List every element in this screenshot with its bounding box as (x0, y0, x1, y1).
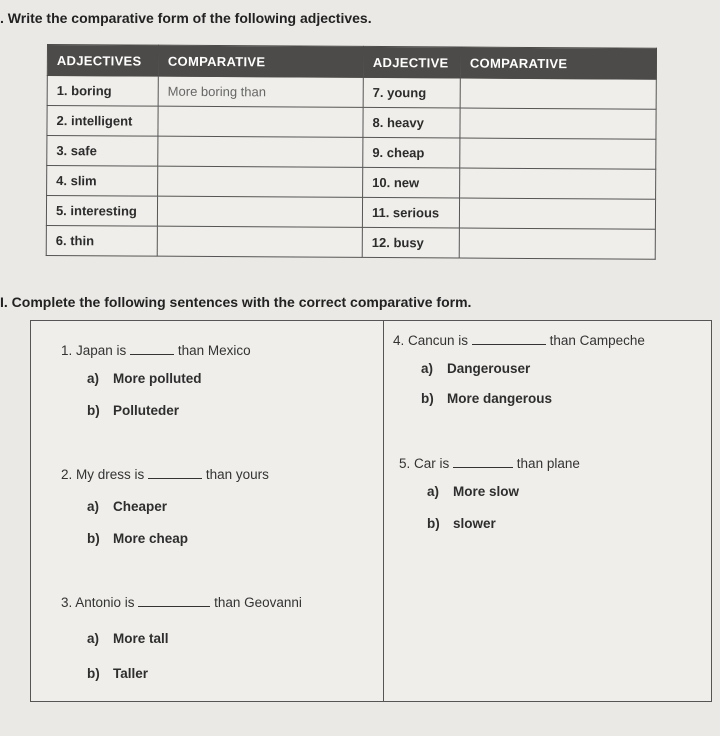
header-adjective: ADJECTIVE (363, 46, 460, 78)
option-letter: b) (87, 531, 100, 546)
table-row (47, 106, 656, 140)
question-5 (399, 455, 580, 471)
answer-blank[interactable] (130, 342, 174, 355)
adjective-cell: 1. boring (47, 76, 158, 107)
answer-blank[interactable] (148, 466, 202, 479)
comparative-answer-cell[interactable] (460, 168, 656, 199)
adjective-cell: 7. young (363, 77, 460, 108)
exercise-2-title: I. Complete the following sentences with the correct comparative form. (0, 294, 472, 310)
table-header-row (47, 45, 656, 80)
comparative-answer-cell[interactable] (459, 228, 655, 259)
question-5-option-b[interactable] (427, 516, 496, 531)
comparative-answer-cell[interactable] (460, 138, 656, 169)
comparative-answer-cell[interactable] (157, 226, 362, 257)
option-letter: b) (421, 391, 434, 406)
question-5-start: 5. Car is (399, 456, 450, 471)
option-letter: b) (87, 666, 100, 681)
option-text: More cheap (113, 531, 189, 546)
question-2-start: 2. My dress is (61, 467, 145, 482)
option-letter: b) (87, 403, 100, 418)
option-letter: a) (421, 361, 434, 376)
option-text: Polluteder (113, 403, 180, 418)
exercise-1-title: . Write the comparative form of the following adjectives. (0, 10, 372, 26)
option-text: More slow (453, 484, 520, 499)
option-letter: a) (87, 499, 100, 514)
adjective-cell: 9. cheap (363, 137, 460, 168)
question-4-start: 4. Cancun is (393, 333, 469, 348)
question-5-option-a[interactable] (427, 484, 519, 499)
comparative-answer-cell[interactable] (460, 108, 656, 139)
comparative-answer-cell[interactable] (157, 196, 362, 227)
adjectives-table (46, 44, 657, 260)
question-3-option-a[interactable] (87, 631, 169, 646)
adjective-cell: 8. heavy (363, 107, 460, 138)
question-2-option-b[interactable] (87, 531, 188, 546)
table-row (46, 225, 655, 259)
option-text: Dangerouser (447, 361, 531, 376)
answer-blank[interactable] (472, 332, 546, 345)
question-2 (61, 466, 269, 482)
sentences-box (30, 320, 712, 702)
question-1 (61, 342, 251, 358)
adjective-cell: 11. serious (362, 197, 459, 228)
question-1-option-b[interactable] (87, 403, 179, 418)
option-letter: a) (427, 484, 440, 499)
question-4-option-a[interactable] (421, 361, 530, 376)
comparative-answer-cell[interactable] (460, 78, 656, 109)
question-4 (393, 332, 645, 348)
comparative-answer-cell[interactable] (158, 166, 363, 197)
option-letter: a) (87, 631, 100, 646)
option-letter: b) (427, 516, 440, 531)
question-3 (61, 594, 302, 610)
option-letter: a) (87, 371, 100, 386)
adjective-cell: 6. thin (46, 225, 157, 256)
table-row (47, 136, 656, 170)
table-row (47, 166, 656, 200)
option-text: Taller (113, 666, 149, 681)
table-row (47, 76, 656, 110)
option-text: More polluted (113, 371, 202, 386)
adjective-cell: 4. slim (47, 166, 158, 197)
comparative-answer-cell[interactable] (459, 198, 655, 229)
question-3-option-b[interactable] (87, 666, 148, 681)
header-adjectives: ADJECTIVES (47, 45, 158, 77)
adjective-cell: 5. interesting (46, 196, 157, 227)
table-row (46, 196, 655, 230)
option-text: More dangerous (447, 391, 553, 406)
question-1-option-a[interactable] (87, 371, 202, 386)
comparative-answer-cell[interactable] (158, 136, 363, 167)
question-1-start: 1. Japan is (61, 343, 127, 358)
adjective-cell: 10. new (363, 167, 460, 198)
question-2-option-a[interactable] (87, 499, 167, 514)
question-2-end: than yours (205, 467, 269, 482)
question-4-option-b[interactable] (421, 391, 552, 406)
question-1-end: than Mexico (177, 343, 251, 358)
comparative-answer-cell[interactable] (158, 106, 363, 137)
option-text: Cheaper (113, 499, 168, 514)
question-3-end: than Geovanni (214, 595, 302, 610)
comparative-answer-cell[interactable]: More boring than (158, 76, 363, 107)
answer-blank[interactable] (138, 594, 210, 607)
adjective-cell: 2. intelligent (47, 106, 158, 137)
question-3-start: 3. Antonio is (61, 595, 135, 610)
adjective-cell: 12. busy (362, 227, 459, 258)
header-comparative-2: COMPARATIVE (460, 47, 656, 79)
question-4-end: than Campeche (549, 333, 645, 348)
header-comparative: COMPARATIVE (158, 45, 363, 77)
column-divider (383, 321, 384, 701)
question-5-end: than plane (516, 456, 580, 471)
option-text: More tall (113, 631, 169, 646)
adjective-cell: 3. safe (47, 136, 158, 167)
option-text: slower (453, 516, 496, 531)
answer-blank[interactable] (453, 455, 513, 468)
